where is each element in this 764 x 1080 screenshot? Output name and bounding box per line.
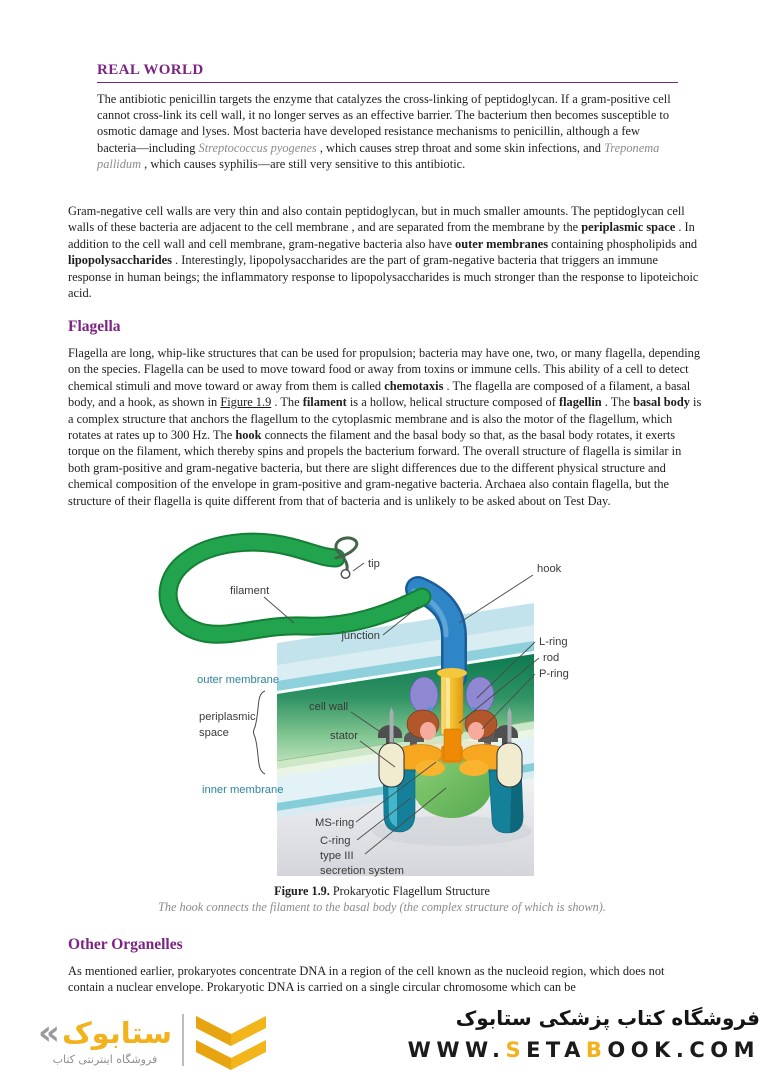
- other-organelles-section: [68, 936, 704, 996]
- stator-left: [379, 743, 404, 787]
- text-segment: containing phospholipids and: [548, 236, 698, 251]
- text-segment: Flagella are long, whip-like structures that can be used for propulsion; bacteria may have one, two, or many flagella, depending on the species. Flagella can be used to move toward food or away from toxins or immune cells. This ability of a cell to detect chemical stimuli and move toward or away from them is called: [68, 346, 701, 393]
- text-segment: . Interestingly, lipopolysaccharides are the part of gram-negative bacteria that triggers an immune response in human beings; the inflammatory response to lipopolysaccharides is much stronger than the response to lipoteichoic acid.: [68, 253, 699, 301]
- text-segment: B: [585, 1038, 608, 1062]
- figure-caption: [0, 884, 764, 899]
- text-segment: . The flagella are composed of a filament, a basal body, and a hook, as shown in: [68, 378, 691, 410]
- label-outer-membrane: outer membrane: [197, 674, 280, 686]
- text-segment: ETA: [526, 1038, 586, 1062]
- text-segment: is a hollow, helical structure composed of: [346, 395, 559, 410]
- label-ms-ring: MS-ring: [315, 817, 355, 829]
- flagella-paragraph: [68, 345, 704, 509]
- text-segment: S: [505, 1038, 527, 1062]
- text-segment: . The: [601, 395, 634, 410]
- label-c-ring: C-ring: [320, 835, 351, 847]
- text-segment: is a complex structure that anchors the flagellum to the cytoplasmic membrane and is also the motor of the flagellum, which rotates at rates up to 300 Hz. The: [68, 395, 702, 443]
- text-segment: Streptococcus pyogenes: [198, 140, 317, 155]
- logo-text-column: [38, 1012, 172, 1066]
- text-segment: , which causes strep throat and some skin infections, and: [316, 140, 605, 155]
- flagellum-diagram: [152, 531, 622, 885]
- text-segment: Treponema pallidum: [97, 140, 660, 171]
- text-segment: . The: [271, 395, 303, 410]
- text-segment: outer membranes: [455, 236, 549, 251]
- text-segment: basal body: [633, 395, 690, 410]
- logo-wordmark: [38, 1012, 172, 1053]
- filament-structure: [168, 538, 422, 634]
- label-tip: tip: [368, 558, 380, 570]
- figure-caption-block: [0, 884, 764, 915]
- figure-ref-link[interactable]: Figure 1.9: [220, 395, 272, 410]
- label-l-ring: L-ring: [539, 636, 568, 648]
- setabook-logo: [38, 1010, 268, 1070]
- text-segment: chemotaxis: [384, 378, 444, 393]
- logo-brand-text: ستابوک: [61, 1015, 172, 1050]
- real-world-note: [97, 62, 678, 172]
- label-stator: stator: [330, 730, 358, 742]
- text-segment: Gram-negative cell walls are very thin and also contain peptidoglycan, but in much smaller amounts. The peptidoglycan cell walls of these bacteria are adjacent to the cell membrane , and are separated from the membrane by the: [68, 204, 685, 235]
- label-inner-membrane: inner membrane: [202, 784, 284, 796]
- figure-1-9: [152, 531, 622, 885]
- store-title-farsi: فروشگاه کتاب پزشکی ستابوک: [455, 1006, 760, 1030]
- tip-circle: [341, 570, 350, 579]
- l-ring-left: [410, 677, 438, 713]
- label-type-iii: type III: [320, 850, 354, 862]
- other-organelles-paragraph: [68, 963, 704, 996]
- label-p-ring: P-ring: [539, 668, 569, 680]
- text-segment: periplasmic space: [581, 220, 676, 235]
- real-world-title: REAL WORLD: [97, 62, 678, 83]
- rod-shape: [441, 671, 463, 735]
- periplasmic-brace: [254, 691, 266, 774]
- footer: [0, 1002, 764, 1080]
- store-url: [408, 1038, 760, 1062]
- text-segment: lipopolysaccharides: [68, 253, 172, 268]
- label-periplasmic: periplasmic: [199, 711, 256, 723]
- logo-subtitle: فروشگاه اینترنتی کتاب: [52, 1052, 158, 1066]
- text-segment: . In addition to the cell wall and cell membrane, gram-negative bacteria also have: [68, 220, 695, 251]
- text-segment: The antibiotic penicillin targets the enzyme that catalyzes the cross-linking of peptidoglycan. If a gram-positive cell cannot cross-link its cell wall, it no longer serves as an effective barrier. The bacterium then becomes susceptible to osmotic damage and lyses. Most bacteria have developed resistance mechanisms to penicillin, although a few bacteria—including: [97, 92, 671, 155]
- text-segment: connects the filament and the basal body so that, as the basal body rotates, it exerts torque on the filament, which thereby spins and propels the bacterium forward. The overall structure of flagella is similar in both gram-positive and gram-negative bacteria, but there are slight differences due to the different physical structure and chemical composition of the envelope in gram-positive and gram-negative bacteria. Archaea also contain flagella, but the structure of their flagella is quite different from that of bacteria and is unlikely to be asked about on Test Day.: [68, 428, 682, 508]
- gram-negative-paragraph: [68, 203, 704, 301]
- figure-subcaption: The hook connects the filament to the basal body (the complex structure of which is shown).: [158, 900, 606, 914]
- footer-right-block: [408, 1006, 760, 1062]
- text-segment: Figure 1.9.: [274, 884, 330, 898]
- text-segment: Prokaryotic Flagellum Structure: [329, 884, 490, 898]
- label-filament: filament: [230, 585, 270, 597]
- text-segment: As mentioned earlier, prokaryotes concentrate DNA in a region of the cell known as the nucleoid region, which does not contain a nuclear envelope. Prokaryotic DNA is carried on a single circular chromosome which can be: [68, 964, 665, 995]
- text-segment: OOK.COM: [607, 1038, 760, 1062]
- label-rod: rod: [543, 652, 560, 664]
- label-junction: junction: [341, 630, 380, 642]
- label-periplasmic-space: space: [199, 727, 229, 739]
- logo-guillemet-icon: «: [38, 1012, 60, 1053]
- flagella-section: [68, 318, 704, 509]
- text-segment: filament: [302, 395, 347, 410]
- rod-lower-segment: [444, 729, 461, 761]
- text-segment: flagellin: [558, 395, 602, 410]
- label-secretion-system: secretion system: [320, 865, 404, 877]
- label-hook: hook: [537, 563, 562, 575]
- stator-right: [497, 743, 522, 787]
- text-segment: , which causes syphilis—are still very sensitive to this antibiotic.: [141, 156, 466, 171]
- label-cell-wall: cell wall: [309, 701, 349, 713]
- logo-divider: [182, 1014, 184, 1066]
- other-organelles-heading: Other Organelles: [68, 936, 183, 953]
- text-segment: WWW.: [407, 1038, 506, 1062]
- flagella-heading: Flagella: [68, 318, 121, 335]
- setabook-chevron-emblem-icon: [194, 1010, 268, 1070]
- text-segment: hook: [235, 428, 262, 443]
- real-world-body: [97, 91, 678, 172]
